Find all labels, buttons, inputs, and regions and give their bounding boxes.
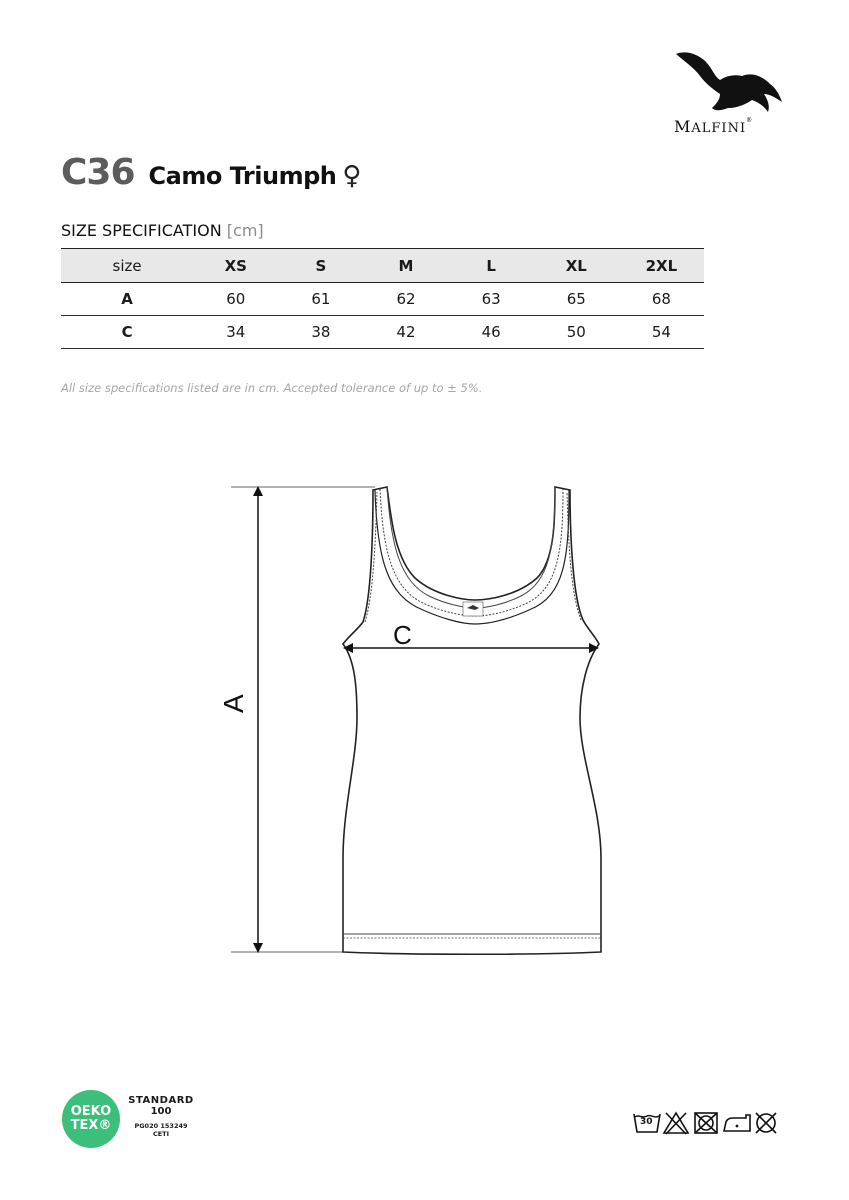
brand-wordmark: MALFINI® — [674, 117, 754, 136]
table-cell: 38 — [311, 323, 331, 341]
column-header: 2XL — [645, 256, 678, 275]
iron-low-icon — [722, 1110, 750, 1136]
column-header: S — [315, 256, 327, 275]
table-cell: 68 — [651, 290, 671, 308]
tank-top-outline — [343, 487, 601, 954]
table-cell: 61 — [311, 290, 331, 308]
size-spec-heading: SIZE SPECIFICATION [cm] — [61, 221, 264, 240]
garment-diagram — [218, 478, 615, 963]
wash-30-icon: 30 — [632, 1110, 660, 1136]
female-icon: ♀ — [342, 161, 362, 191]
row-label: A — [121, 290, 133, 308]
table-cell: 50 — [566, 323, 586, 341]
table-cell: 42 — [396, 323, 416, 341]
table-cell: 60 — [226, 290, 246, 308]
malfini-logo — [660, 46, 800, 141]
row-label: C — [121, 323, 133, 341]
eagle-icon — [672, 46, 784, 114]
table-row — [61, 283, 704, 316]
unit-label: [cm] — [226, 221, 264, 240]
column-header: XS — [224, 256, 247, 275]
table-cell: 63 — [481, 290, 501, 308]
oeko-tex-text: STANDARD 100 PG020 153249 CETI — [128, 1095, 194, 1138]
care-symbols — [632, 1109, 792, 1137]
oeko-tex-logo: OEKO TEX® — [62, 1090, 120, 1148]
table-cell: 34 — [226, 323, 246, 341]
column-header: M — [398, 256, 414, 275]
table-cell: 65 — [566, 290, 586, 308]
oeko-tex-badge — [62, 1090, 212, 1150]
table-row — [61, 316, 704, 349]
no-bleach-icon — [662, 1110, 690, 1136]
table-cell: 46 — [481, 323, 501, 341]
tolerance-note: All size specifications listed are in cm. Accepted tolerance of up to ± 5%. — [61, 381, 483, 395]
product-code: C36 — [61, 152, 135, 193]
product-title — [61, 152, 361, 193]
column-header: size — [112, 256, 142, 275]
size-table — [61, 248, 704, 349]
column-header: L — [486, 256, 496, 275]
measure-a-label: A — [218, 694, 249, 713]
table-cell: 62 — [396, 290, 416, 308]
column-header: XL — [565, 256, 587, 275]
product-name: Camo Triumph — [148, 162, 337, 190]
measure-c-label: C — [393, 620, 412, 650]
no-dry-clean-icon — [752, 1110, 780, 1136]
no-tumble-dry-icon — [692, 1110, 720, 1136]
table-header-row — [61, 249, 704, 283]
table-cell: 54 — [651, 323, 671, 341]
